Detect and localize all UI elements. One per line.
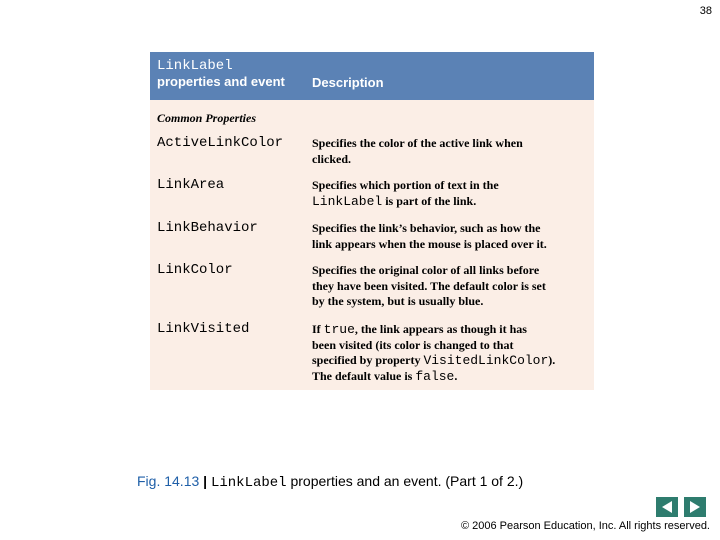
description-line (312, 322, 592, 338)
description-line (312, 237, 592, 253)
description-text: Specifies the original color of all links before (312, 263, 540, 277)
description-text: been visited (its color is changed to that (312, 337, 514, 352)
description-text: Specifies the color of the active link when (312, 136, 523, 150)
property-name: LinkBehavior (157, 220, 258, 236)
description-text: Specifies which portion of text in the (312, 178, 499, 192)
description-line (312, 294, 592, 310)
description-text: If (312, 322, 324, 336)
triangle-left-icon (656, 497, 678, 517)
copyright-notice: © 2006 Pearson Education, Inc. All rights reserved. (460, 520, 710, 532)
triangle-right-icon (684, 497, 706, 517)
property-description (312, 136, 592, 167)
previous-slide-button[interactable] (656, 497, 678, 517)
description-line (312, 152, 592, 168)
property-description (312, 263, 592, 310)
property-description (312, 221, 592, 252)
code-text: LinkLabel (312, 193, 383, 209)
description-line (312, 178, 592, 194)
header-property-column (157, 58, 285, 90)
code-text: false (415, 368, 455, 384)
description-line (312, 136, 592, 152)
property-name: LinkArea (157, 177, 225, 193)
properties-table (150, 52, 594, 390)
description-text: they have been visited. The default color is set (312, 278, 546, 293)
property-name: LinkColor (157, 262, 233, 278)
property-name: ActiveLinkColor (157, 135, 284, 151)
property-description (312, 178, 592, 209)
figure-number: Fig. 14.13 (137, 473, 200, 489)
code-text: true (323, 322, 355, 337)
header-class-name: LinkLabel (157, 58, 233, 74)
caption-separator: | (203, 473, 208, 489)
description-text: , the link appears as though it has (354, 322, 527, 336)
description-line (312, 369, 592, 385)
description-line (312, 338, 592, 354)
header-property-label: properties and event (157, 74, 285, 89)
description-text: specified by property (312, 353, 424, 367)
section-title: Common Properties (157, 111, 257, 125)
description-line (312, 353, 592, 369)
property-name: LinkVisited (157, 321, 250, 337)
description-line (312, 221, 592, 237)
figure-caption (137, 473, 523, 491)
caption-class-name: LinkLabel (210, 475, 287, 491)
table-header (150, 52, 594, 100)
description-text: . (454, 368, 458, 383)
description-line (312, 279, 592, 295)
caption-text: properties and an event. (Part 1 of 2.) (290, 473, 524, 489)
description-text: ). (548, 353, 556, 367)
description-text: Specifies the link’s behavior, such as how the (312, 221, 541, 235)
description-text: The default value is (312, 368, 416, 383)
code-text: VisitedLinkColor (423, 353, 549, 368)
next-slide-button[interactable] (684, 497, 706, 517)
property-description (312, 322, 592, 384)
description-line (312, 194, 592, 210)
description-text: clicked. (312, 151, 351, 166)
description-text: is part of the link. (382, 193, 477, 208)
description-text: link appears when the mouse is placed over it. (312, 236, 547, 251)
header-description-label: Description (312, 75, 384, 90)
description-text: by the system, but is usually blue. (312, 294, 484, 308)
page-number: 38 (699, 5, 712, 17)
description-line (312, 263, 592, 279)
